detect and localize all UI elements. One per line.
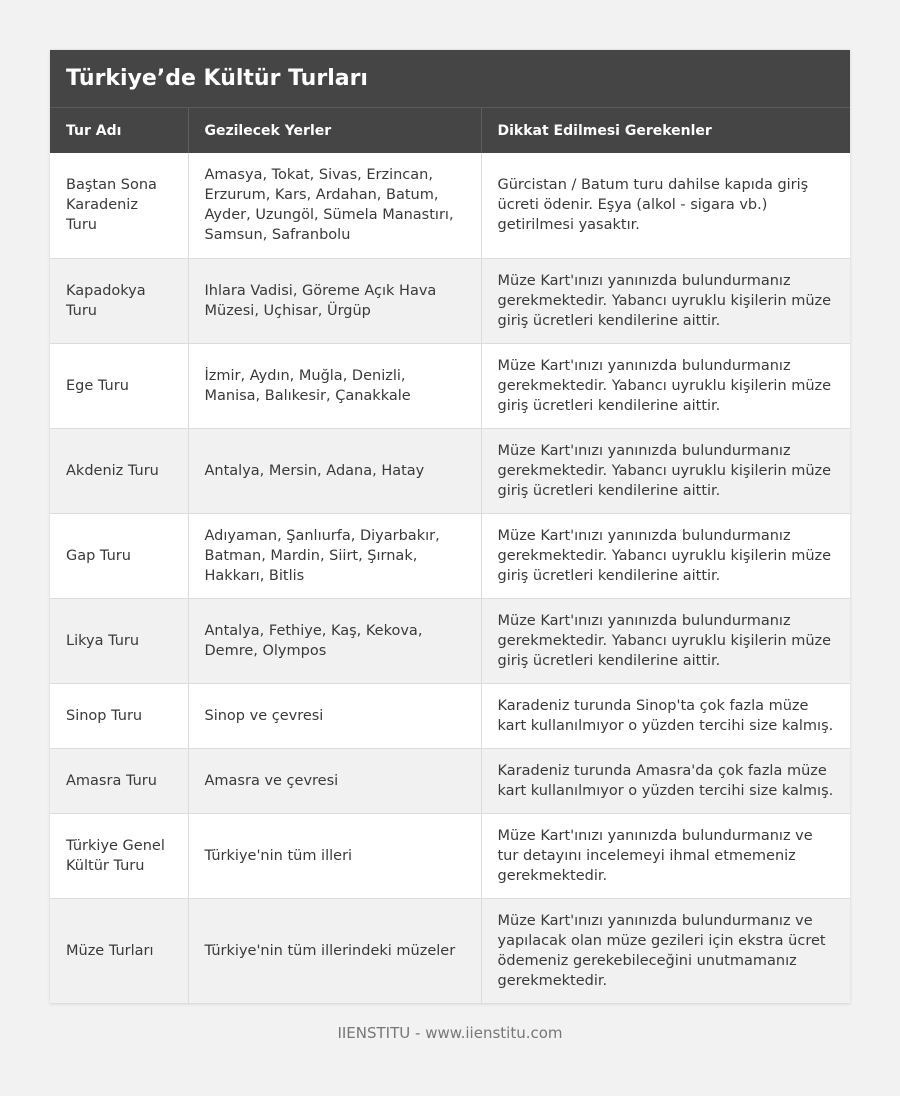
table-title: Türkiye’de Kültür Turları [50, 50, 850, 108]
notes-cell: Müze Kart'ınızı yanınızda bulundurmanız gerekmektedir. Yabancı uyruklu kişilerin müze giriş ücretleri kendilerine aittir. [481, 513, 850, 598]
notes-cell: Müze Kart'ınızı yanınızda bulundurmanız gerekmektedir. Yabancı uyruklu kişilerin müze giriş ücretleri kendilerine aittir. [481, 598, 850, 683]
notes-cell: Gürcistan / Batum turu dahilse kapıda giriş ücreti ödenir. Eşya (alkol - sigara vb.) getirilmesi yasaktır. [481, 153, 850, 258]
tour-name-cell: Türkiye Genel Kültür Turu [50, 813, 188, 898]
places-cell: Amasya, Tokat, Sivas, Erzincan, Erzurum, Kars, Ardahan, Batum, Ayder, Uzungöl, Sümela Manastırı, Samsun, Safranbolu [188, 153, 481, 258]
tours-table-card [50, 50, 850, 1004]
places-cell: Amasra ve çevresi [188, 748, 481, 813]
tour-name-cell: Amasra Turu [50, 748, 188, 813]
places-cell: Sinop ve çevresi [188, 683, 481, 748]
table-row [50, 898, 850, 1003]
places-cell: Ihlara Vadisi, Göreme Açık Hava Müzesi, Uçhisar, Ürgüp [188, 258, 481, 343]
notes-cell: Müze Kart'ınızı yanınızda bulundurmanız gerekmektedir. Yabancı uyruklu kişilerin müze giriş ücretleri kendilerine aittir. [481, 343, 850, 428]
table-row [50, 748, 850, 813]
tour-name-cell: Gap Turu [50, 513, 188, 598]
notes-cell: Müze Kart'ınızı yanınızda bulundurmanız ve yapılacak olan müze gezileri için ekstra ücret ödemeniz gerekebileceğini unutmamanız gerekmektedir. [481, 898, 850, 1003]
tour-name-cell: Akdeniz Turu [50, 428, 188, 513]
table-row [50, 258, 850, 343]
tour-name-cell: Baştan Sona Karadeniz Turu [50, 153, 188, 258]
column-header-notes: Dikkat Edilmesi Gerekenler [481, 108, 850, 153]
places-cell: Adıyaman, Şanlıurfa, Diyarbakır, Batman, Mardin, Siirt, Şırnak, Hakkarı, Bitlis [188, 513, 481, 598]
table-row [50, 343, 850, 428]
tours-table [50, 108, 850, 1004]
tour-name-cell: Müze Turları [50, 898, 188, 1003]
notes-cell: Müze Kart'ınızı yanınızda bulundurmanız gerekmektedir. Yabancı uyruklu kişilerin müze giriş ücretleri kendilerine aittir. [481, 428, 850, 513]
column-header-places: Gezilecek Yerler [188, 108, 481, 153]
notes-cell: Müze Kart'ınızı yanınızda bulundurmanız gerekmektedir. Yabancı uyruklu kişilerin müze giriş ücretleri kendilerine aittir. [481, 258, 850, 343]
table-row [50, 813, 850, 898]
tour-name-cell: Sinop Turu [50, 683, 188, 748]
tour-name-cell: Likya Turu [50, 598, 188, 683]
places-cell: Antalya, Fethiye, Kaş, Kekova, Demre, Olympos [188, 598, 481, 683]
places-cell: Türkiye'nin tüm illeri [188, 813, 481, 898]
table-row [50, 683, 850, 748]
table-row [50, 598, 850, 683]
table-header-row [50, 108, 850, 153]
tour-name-cell: Ege Turu [50, 343, 188, 428]
notes-cell: Müze Kart'ınızı yanınızda bulundurmanız ve tur detayını incelemeyi ihmal etmemeniz gerekmektedir. [481, 813, 850, 898]
table-row [50, 513, 850, 598]
places-cell: Antalya, Mersin, Adana, Hatay [188, 428, 481, 513]
places-cell: Türkiye'nin tüm illerindeki müzeler [188, 898, 481, 1003]
table-row [50, 428, 850, 513]
notes-cell: Karadeniz turunda Sinop'ta çok fazla müze kart kullanılmıyor o yüzden tercihi size kalmış. [481, 683, 850, 748]
tour-name-cell: Kapadokya Turu [50, 258, 188, 343]
footer-credit: IIENSTITU - www.iienstitu.com [337, 1024, 563, 1042]
places-cell: İzmir, Aydın, Muğla, Denizli, Manisa, Balıkesir, Çanakkale [188, 343, 481, 428]
table-row [50, 153, 850, 258]
notes-cell: Karadeniz turunda Amasra'da çok fazla müze kart kullanılmıyor o yüzden tercihi size kalmış. [481, 748, 850, 813]
column-header-tour-name: Tur Adı [50, 108, 188, 153]
